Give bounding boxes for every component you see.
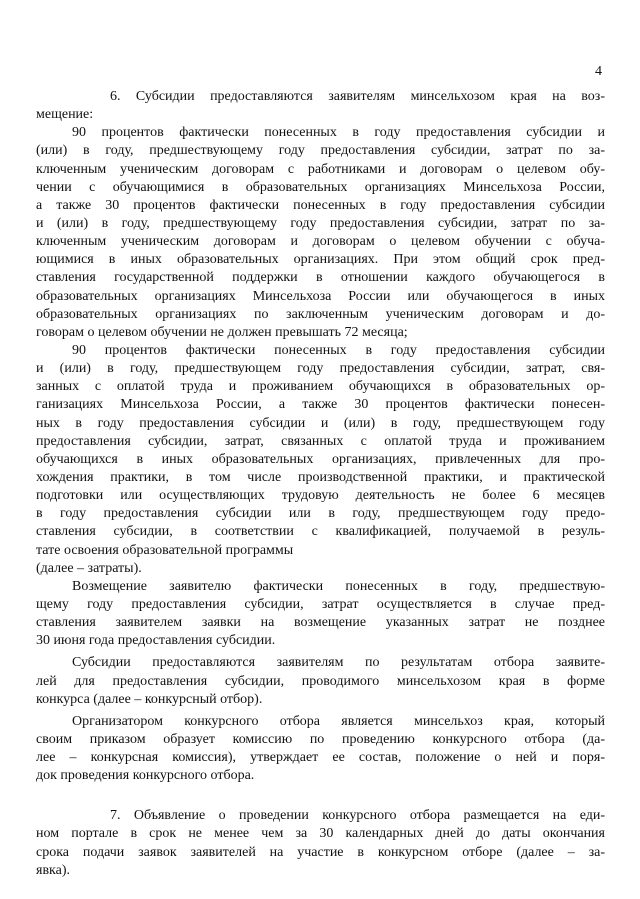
text-line: обучающихся в иных образовательных организациях, привлеченных для про-	[36, 451, 605, 467]
document-body	[36, 88, 605, 880]
text-line: лее – конкурсная комиссия), утверждает ее состав, положение о ней и поря-	[36, 750, 605, 766]
text-line: 90 процентов фактически понесенных в году предоставления субсидии	[72, 342, 605, 358]
text-line: щему году предоставления субсидии, затрат осуществляется в случае пред-	[36, 596, 605, 612]
paragraph-6b	[36, 342, 605, 578]
text-line: лей для предоставления субсидии, проводимого минсельхозом края в форме	[36, 673, 605, 689]
text-line: 90 процентов фактически понесенных в году предоставления субсидии и	[72, 125, 605, 141]
text-line: предоставления субсидии, затрат, связанных с оплатой труда и проживанием	[36, 433, 605, 449]
text-line: 6. Субсидии предоставляются заявителям минсельхозом края на воз-	[110, 89, 605, 104]
paragraph-6d	[36, 654, 605, 708]
text-line: 7. Объявление о проведении конкурсного отбора размещается на еди-	[110, 808, 605, 824]
paragraph-6e	[36, 713, 605, 786]
text-line: говорам о целевом обучении не должен превышать 72 месяца;	[36, 324, 408, 340]
text-line: Субсидии предоставляются заявителям по результатам отбора заявите-	[72, 655, 605, 671]
text-line: образовательных организациях по заключенным ученическим договорам и до-	[36, 306, 605, 322]
text-line: явка).	[36, 862, 71, 878]
text-line: ставления государственной поддержки в отношении каждого обучающегося в	[36, 270, 605, 286]
text-line: ключенным ученическим договорам с работниками и договорам о целевом обу-	[36, 161, 605, 177]
text-line: Организатором конкурсного отбора является минсельхоз края, который	[72, 713, 605, 729]
text-line: ганизациях Минсельхоза России, а также 30 процентов фактически понесен-	[36, 397, 605, 413]
text-line: ющимися в иных образовательных организациях. При этом общий срок пред-	[36, 252, 605, 268]
text-line: (или) в году, предшествующему году предоставления субсидии, затрат по за-	[36, 143, 605, 159]
text-line: ключенным ученическим договорам и договорам о целевом обучении с обуча-	[36, 234, 605, 250]
text-line: занных с оплатой труда и проживанием обучающихся в образовательных ор-	[36, 379, 605, 395]
text-line: Возмещение заявителю фактически понесенных в году, предшествую-	[72, 578, 605, 594]
text-line: ном портале в срок не менее чем за 30 календарных дней до даты окончания	[36, 826, 605, 842]
text-line: чении с обучающимися в образовательных организациях Минсельхоза России,	[36, 179, 605, 195]
paragraph-6c	[36, 578, 605, 651]
text-line: и (или) в году, предшествующем году предоставления субсидии, затрат, свя-	[36, 361, 605, 377]
paragraph-7	[36, 807, 605, 880]
text-line: подготовки или осуществляющих трудовую деятельность не более 6 месяцев	[36, 488, 605, 504]
text-line: хождения практики, в том числе производственной практики, и практической	[36, 469, 605, 485]
paragraph-6a	[36, 124, 605, 342]
text-line: мещение:	[36, 107, 94, 123]
text-line: 30 июня года предоставления субсидии.	[36, 633, 276, 649]
text-line: а также 30 процентов фактически понесенных в году предоставления субсидии	[36, 197, 605, 213]
text-line: (далее – затраты).	[36, 560, 142, 576]
text-line: ставления субсидии, в соответствии с квалификацией, получаемой в резуль-	[36, 524, 605, 540]
text-line: конкурса (далее – конкурсный отбор).	[36, 691, 263, 707]
page-number: 4	[595, 64, 602, 79]
text-line: и (или) в году, предшествующему году предоставления субсидии, затрат по за-	[36, 215, 605, 231]
paragraph-6	[36, 88, 605, 124]
text-line: срока подачи заявок заявителей на участие в конкурсном отборе (далее – за-	[36, 844, 605, 860]
text-line: ных в году предоставления субсидии и (или) в году, предшествующем году	[36, 415, 605, 431]
text-line: тате освоения образовательной программы	[36, 542, 294, 558]
text-line: ставления заявителем заявки на возмещение указанных затрат не позднее	[36, 615, 605, 631]
text-line: док проведения конкурсного отбора.	[36, 768, 255, 784]
text-line: своим приказом образует комиссию по проведению конкурсного отбора (да-	[36, 731, 605, 747]
text-line: образовательных организациях Минсельхоза России или обучающегося в иных	[36, 288, 605, 304]
text-line: в году предоставления субсидии или в году, предшествующем году предо-	[36, 506, 605, 522]
